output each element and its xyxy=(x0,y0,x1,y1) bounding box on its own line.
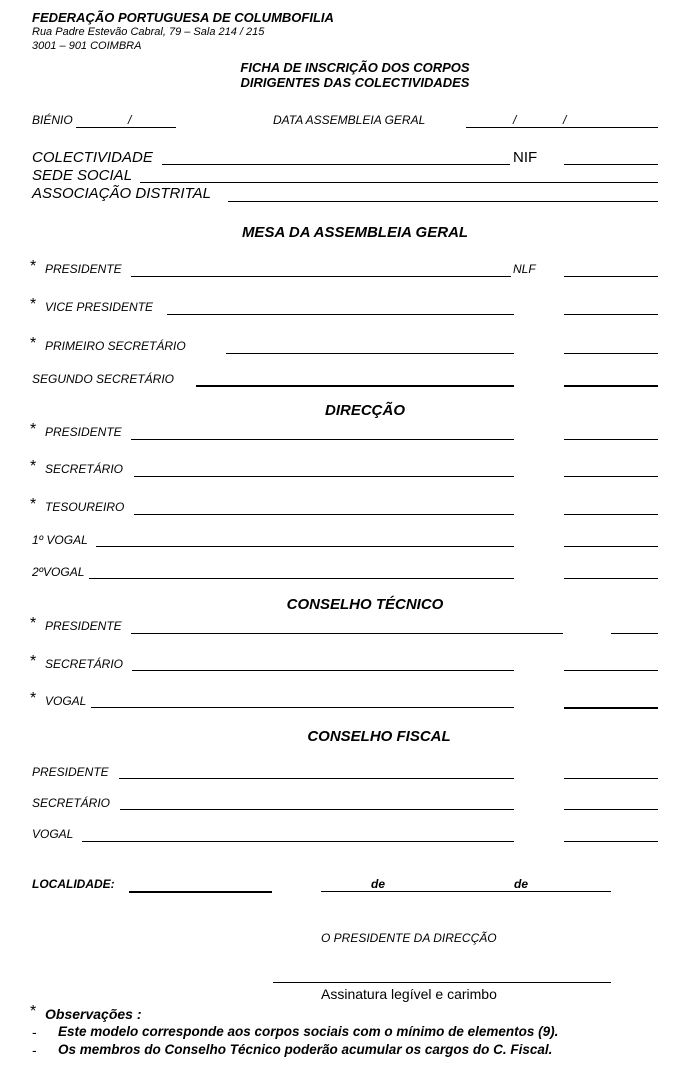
direccao-vogal1-nlf-field[interactable] xyxy=(564,546,658,547)
tecnico-secretario-nlf-field[interactable] xyxy=(564,670,658,671)
colectividade-field[interactable] xyxy=(162,164,510,165)
associacao-label: ASSOCIAÇÃO DISTRITAL xyxy=(32,185,211,202)
fiscal-presidente-label: PRESIDENTE xyxy=(32,765,109,779)
direccao-vogal1-label: 1º VOGAL xyxy=(32,533,88,547)
nlf-label: NLF xyxy=(513,262,536,276)
mesa-presidente-label: PRESIDENTE xyxy=(45,262,122,276)
direccao-tesoureiro-label: TESOUREIRO xyxy=(45,500,125,514)
signature-line[interactable] xyxy=(273,982,611,983)
sede-label: SEDE SOCIAL xyxy=(32,167,133,184)
required-marker: * xyxy=(30,653,37,670)
mesa-vice-nlf-field[interactable] xyxy=(564,314,658,315)
mesa-primeiro-nlf-field[interactable] xyxy=(564,353,658,354)
direccao-vogal2-label: 2ºVOGAL xyxy=(32,565,85,579)
required-marker: * xyxy=(30,258,37,275)
mesa-segundo-nlf-field[interactable] xyxy=(564,385,658,387)
sede-field[interactable] xyxy=(140,182,658,183)
bullet-dash: - xyxy=(32,1042,37,1058)
observacao-1: Este modelo corresponde aos corpos sociais com o mínimo de elementos (9). xyxy=(58,1024,559,1039)
direccao-secretario-field[interactable] xyxy=(134,476,514,477)
required-marker: * xyxy=(30,296,37,313)
bienio-slash: / xyxy=(128,113,132,127)
required-marker: * xyxy=(30,1003,37,1020)
address-line-1: Rua Padre Estevão Cabral, 79 – Sala 214 / 215 xyxy=(32,26,265,38)
mesa-presidente-field[interactable] xyxy=(131,276,511,277)
fiscal-secretario-field[interactable] xyxy=(120,809,514,810)
direccao-secretario-nlf-field[interactable] xyxy=(564,476,658,477)
mesa-primeiro-label: PRIMEIRO SECRETÁRIO xyxy=(45,339,186,353)
mesa-segundo-label: SEGUNDO SECRETÁRIO xyxy=(32,372,175,386)
required-marker: * xyxy=(30,421,37,438)
associacao-field[interactable] xyxy=(228,201,658,202)
direccao-presidente-field[interactable] xyxy=(131,439,514,440)
data-assembleia-field[interactable] xyxy=(466,127,658,128)
date-de-2: de xyxy=(514,877,529,891)
direccao-vogal2-field[interactable] xyxy=(89,578,514,579)
mesa-presidente-nlf-field[interactable] xyxy=(564,276,658,277)
required-marker: * xyxy=(30,458,37,475)
direccao-presidente-nlf-field[interactable] xyxy=(564,439,658,440)
presidente-direccao-label: O PRESIDENTE DA DIRECÇÃO xyxy=(321,931,497,945)
fiscal-presidente-field[interactable] xyxy=(119,778,514,779)
required-marker: * xyxy=(30,335,37,352)
section-direccao-title: DIRECÇÃO xyxy=(324,402,405,419)
mesa-vice-field[interactable] xyxy=(167,314,514,315)
required-marker: * xyxy=(30,615,37,632)
tecnico-presidente-label: PRESIDENTE xyxy=(45,619,122,633)
tecnico-secretario-label: SECRETÁRIO xyxy=(45,657,124,671)
fiscal-presidente-nlf-field[interactable] xyxy=(564,778,658,779)
colectividade-label: COLECTIVIDADE xyxy=(32,149,153,166)
tecnico-vogal-label: VOGAL xyxy=(45,694,87,708)
fiscal-secretario-nlf-field[interactable] xyxy=(564,809,658,810)
tecnico-presidente-field[interactable] xyxy=(131,633,563,634)
tecnico-vogal-nlf-field[interactable] xyxy=(564,707,658,709)
bienio-label: BIÉNIO xyxy=(32,113,73,127)
tecnico-vogal-field[interactable] xyxy=(91,707,514,708)
localidade-label: LOCALIDADE: xyxy=(32,877,115,891)
bullet-dash: - xyxy=(32,1024,37,1040)
signature-caption: Assinatura legível e carimbo xyxy=(321,986,497,1002)
form-title-2: DIRIGENTES DAS COLECTIVIDADES xyxy=(240,75,470,90)
section-fiscal-title: CONSELHO FISCAL xyxy=(307,728,451,745)
fiscal-secretario-label: SECRETÁRIO xyxy=(32,796,111,810)
fiscal-vogal-field[interactable] xyxy=(82,841,514,842)
date-slash-2: / xyxy=(563,113,567,127)
required-marker: * xyxy=(30,690,37,707)
direccao-tesoureiro-field[interactable] xyxy=(134,514,514,515)
org-name: FEDERAÇÃO PORTUGUESA DE COLUMBOFILIA xyxy=(32,10,334,25)
form-title-1: FICHA DE INSCRIÇÃO DOS CORPOS xyxy=(240,60,470,75)
fiscal-vogal-label: VOGAL xyxy=(32,827,74,841)
localidade-field[interactable] xyxy=(129,891,272,893)
direccao-secretario-label: SECRETÁRIO xyxy=(45,462,124,476)
fiscal-vogal-nlf-field[interactable] xyxy=(564,841,658,842)
bienio-field[interactable] xyxy=(76,127,176,128)
data-assembleia-label: DATA ASSEMBLEIA GERAL xyxy=(273,113,426,127)
section-mesa-title: MESA DA ASSEMBLEIA GERAL xyxy=(241,224,469,241)
tecnico-presidente-nlf-field[interactable] xyxy=(611,633,658,634)
tecnico-secretario-field[interactable] xyxy=(132,670,514,671)
address-line-2: 3001 – 901 COIMBRA xyxy=(32,40,142,52)
section-tecnico-title: CONSELHO TÉCNICO xyxy=(286,596,444,613)
required-marker: * xyxy=(30,496,37,513)
nif-label: NIF xyxy=(513,149,538,166)
direccao-vogal2-nlf-field[interactable] xyxy=(564,578,658,579)
direccao-presidente-label: PRESIDENTE xyxy=(45,425,122,439)
date-slash-1: / xyxy=(513,113,517,127)
direccao-vogal1-field[interactable] xyxy=(96,546,514,547)
mesa-segundo-field[interactable] xyxy=(196,385,514,387)
date-field[interactable] xyxy=(321,891,611,892)
direccao-tesoureiro-nlf-field[interactable] xyxy=(564,514,658,515)
nif-field[interactable] xyxy=(564,164,658,165)
observacoes-label: Observações : xyxy=(45,1006,142,1022)
mesa-vice-label: VICE PRESIDENTE xyxy=(45,300,154,314)
observacao-2: Os membros do Conselho Técnico poderão acumular os cargos do C. Fiscal. xyxy=(58,1042,553,1057)
mesa-primeiro-field[interactable] xyxy=(226,353,514,354)
date-de-1: de xyxy=(371,877,386,891)
